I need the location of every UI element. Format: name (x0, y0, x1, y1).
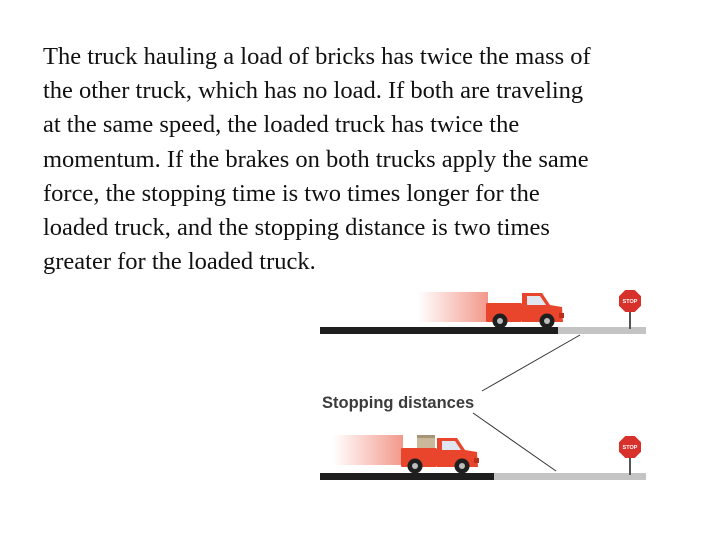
loaded-truck (401, 435, 479, 474)
truck-bumper (474, 458, 479, 463)
bottom-scene (320, 435, 646, 480)
road-dark-bottom (320, 473, 494, 480)
connector-line-bottom (473, 413, 556, 471)
figure-svg (318, 283, 650, 488)
stop-sign-label: STOP (622, 299, 638, 305)
stop-sign-bottom (619, 436, 641, 475)
brick-load-shadow (417, 435, 435, 438)
empty-truck (486, 293, 564, 329)
figure-caption: Stopping distances (322, 394, 475, 412)
truck-hub-rear (412, 463, 418, 469)
body-paragraph: The truck hauling a load of bricks has twice the mass of the other truck, which has no load. If both are traveling at the same speed, the loaded truck has twice the momentum. If the brakes on both trucks apply the same force, the stopping time is two times longer for the loaded truck, and the stopping distance is two times greater for the loaded truck. (43, 43, 591, 276)
stop-sign-top (619, 290, 641, 329)
top-scene (320, 290, 646, 334)
road-light-bottom (494, 473, 646, 480)
truck-hub-rear (497, 318, 503, 324)
motion-blur-bottom (333, 435, 403, 465)
truck-hub-front (459, 463, 465, 469)
truck-bumper (559, 313, 564, 318)
motion-blur-top (418, 292, 488, 322)
road-light-top (558, 327, 646, 334)
stopping-distance-figure (318, 283, 650, 488)
stop-sign-label: STOP (622, 445, 638, 451)
connector-line-top (482, 335, 580, 391)
truck-hub-front (544, 318, 550, 324)
road-dark-top (320, 327, 558, 334)
